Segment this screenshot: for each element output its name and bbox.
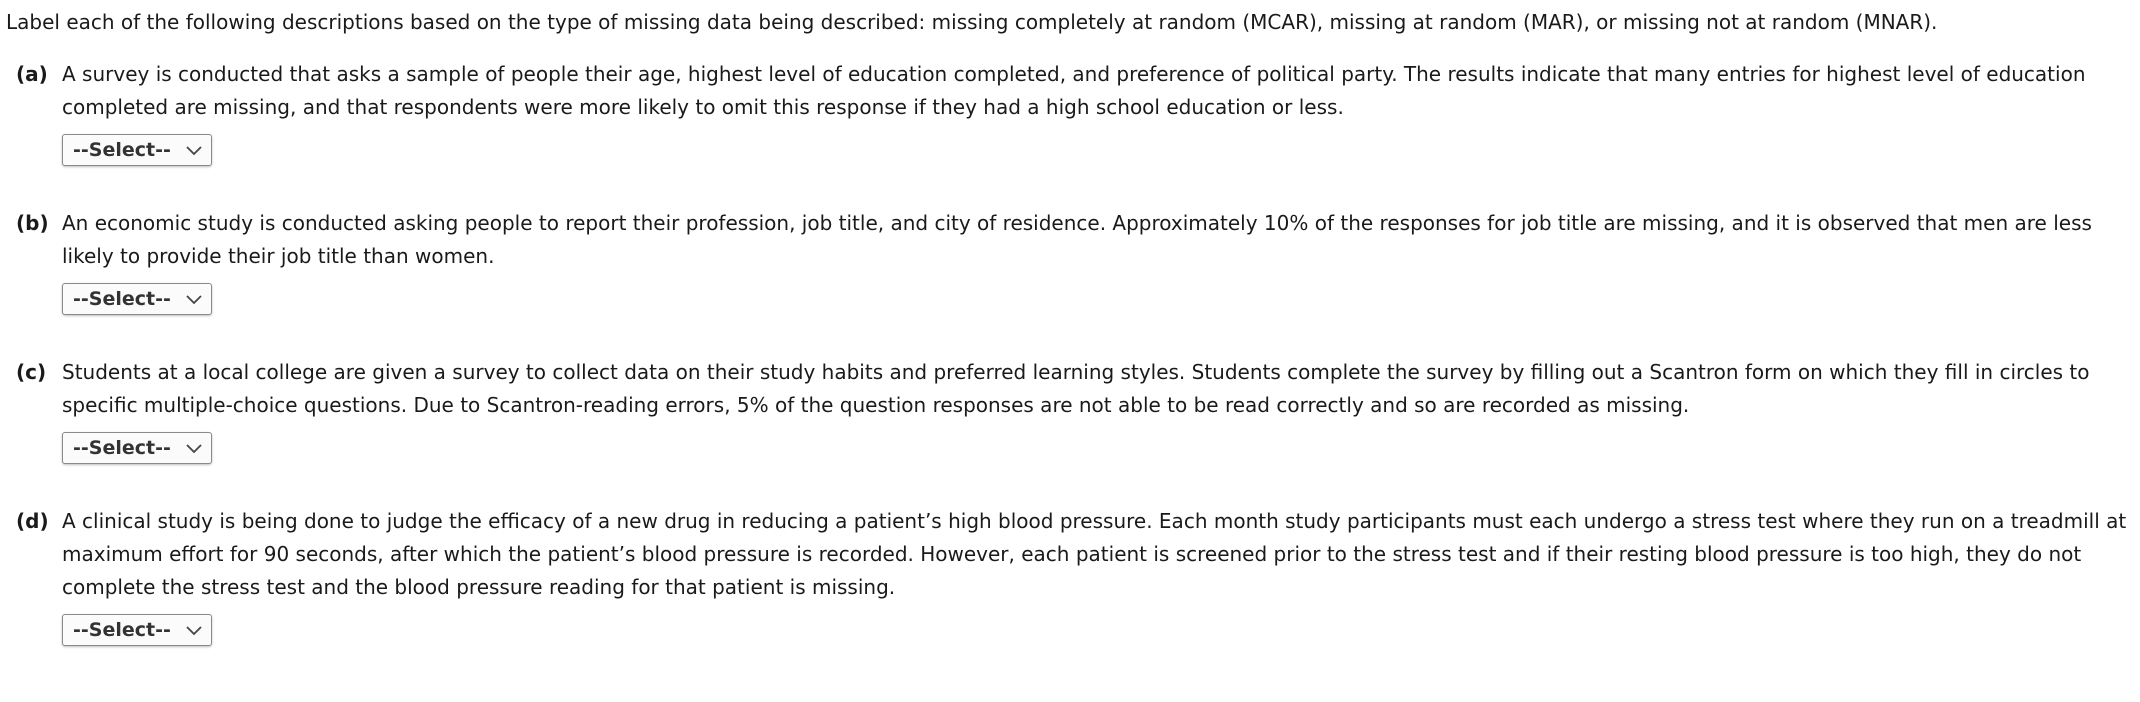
question-body (62, 58, 2140, 188)
question-a (6, 58, 2140, 188)
chevron-down-icon (185, 624, 203, 636)
chevron-down-icon (185, 144, 203, 156)
question-text: A clinical study is being done to judge the efficacy of a new drug in reducing a patient’s high blood pressure. Each month study participants must each undergo a stress test where they run on a treadmill at maximum effort for 90 seconds, after which the patient’s blood pressure is recorded. However, each patient is screened prior to the stress test and if their resting blood pressure is too high, they do not complete the stress test and the blood pressure reading for that patient is missing. (62, 509, 2127, 599)
question-b (6, 207, 2140, 337)
question-body (62, 207, 2140, 337)
select-value: --Select-- (73, 618, 171, 641)
answer-select-b[interactable] (62, 283, 212, 315)
question-label: (a) (16, 62, 48, 86)
answer-select-a[interactable] (62, 134, 212, 166)
question-d (6, 505, 2140, 668)
select-value: --Select-- (73, 138, 171, 161)
question-text: A survey is conducted that asks a sample of people their age, highest level of education completed, and preference of political party. The results indicate that many entries for highest level of education completed are missing, and that respondents were more likely to omit this response if they had a high school education or less. (62, 62, 2086, 119)
question-label: (d) (16, 509, 49, 533)
question-label: (b) (16, 211, 49, 235)
answer-select-d[interactable] (62, 614, 212, 646)
instructions-text: Label each of the following descriptions based on the type of missing data being described: missing completely at random (MCAR), missing at random (MAR), or missing not at random (MNAR). (6, 10, 1938, 34)
answer-select-c[interactable] (62, 432, 212, 464)
question-text: An economic study is conducted asking people to report their profession, job title, and city of residence. Approximately 10% of the responses for job title are missing, and it is observed that men are less likely to provide their job title than women. (62, 211, 2092, 268)
select-value: --Select-- (73, 287, 171, 310)
chevron-down-icon (185, 442, 203, 454)
question-label: (c) (16, 360, 47, 384)
select-value: --Select-- (73, 436, 171, 459)
question-body (62, 505, 2140, 668)
question-body (62, 356, 2140, 486)
question-c (6, 356, 2140, 486)
chevron-down-icon (185, 293, 203, 305)
question-text: Students at a local college are given a survey to collect data on their study habits and preferred learning styles. Students complete the survey by filling out a Scantron form on which they fill in circles to specific multiple-choice questions. Due to Scantron-reading errors, 5% of the question responses are not able to be read correctly and so are recorded as missing. (62, 360, 2090, 417)
